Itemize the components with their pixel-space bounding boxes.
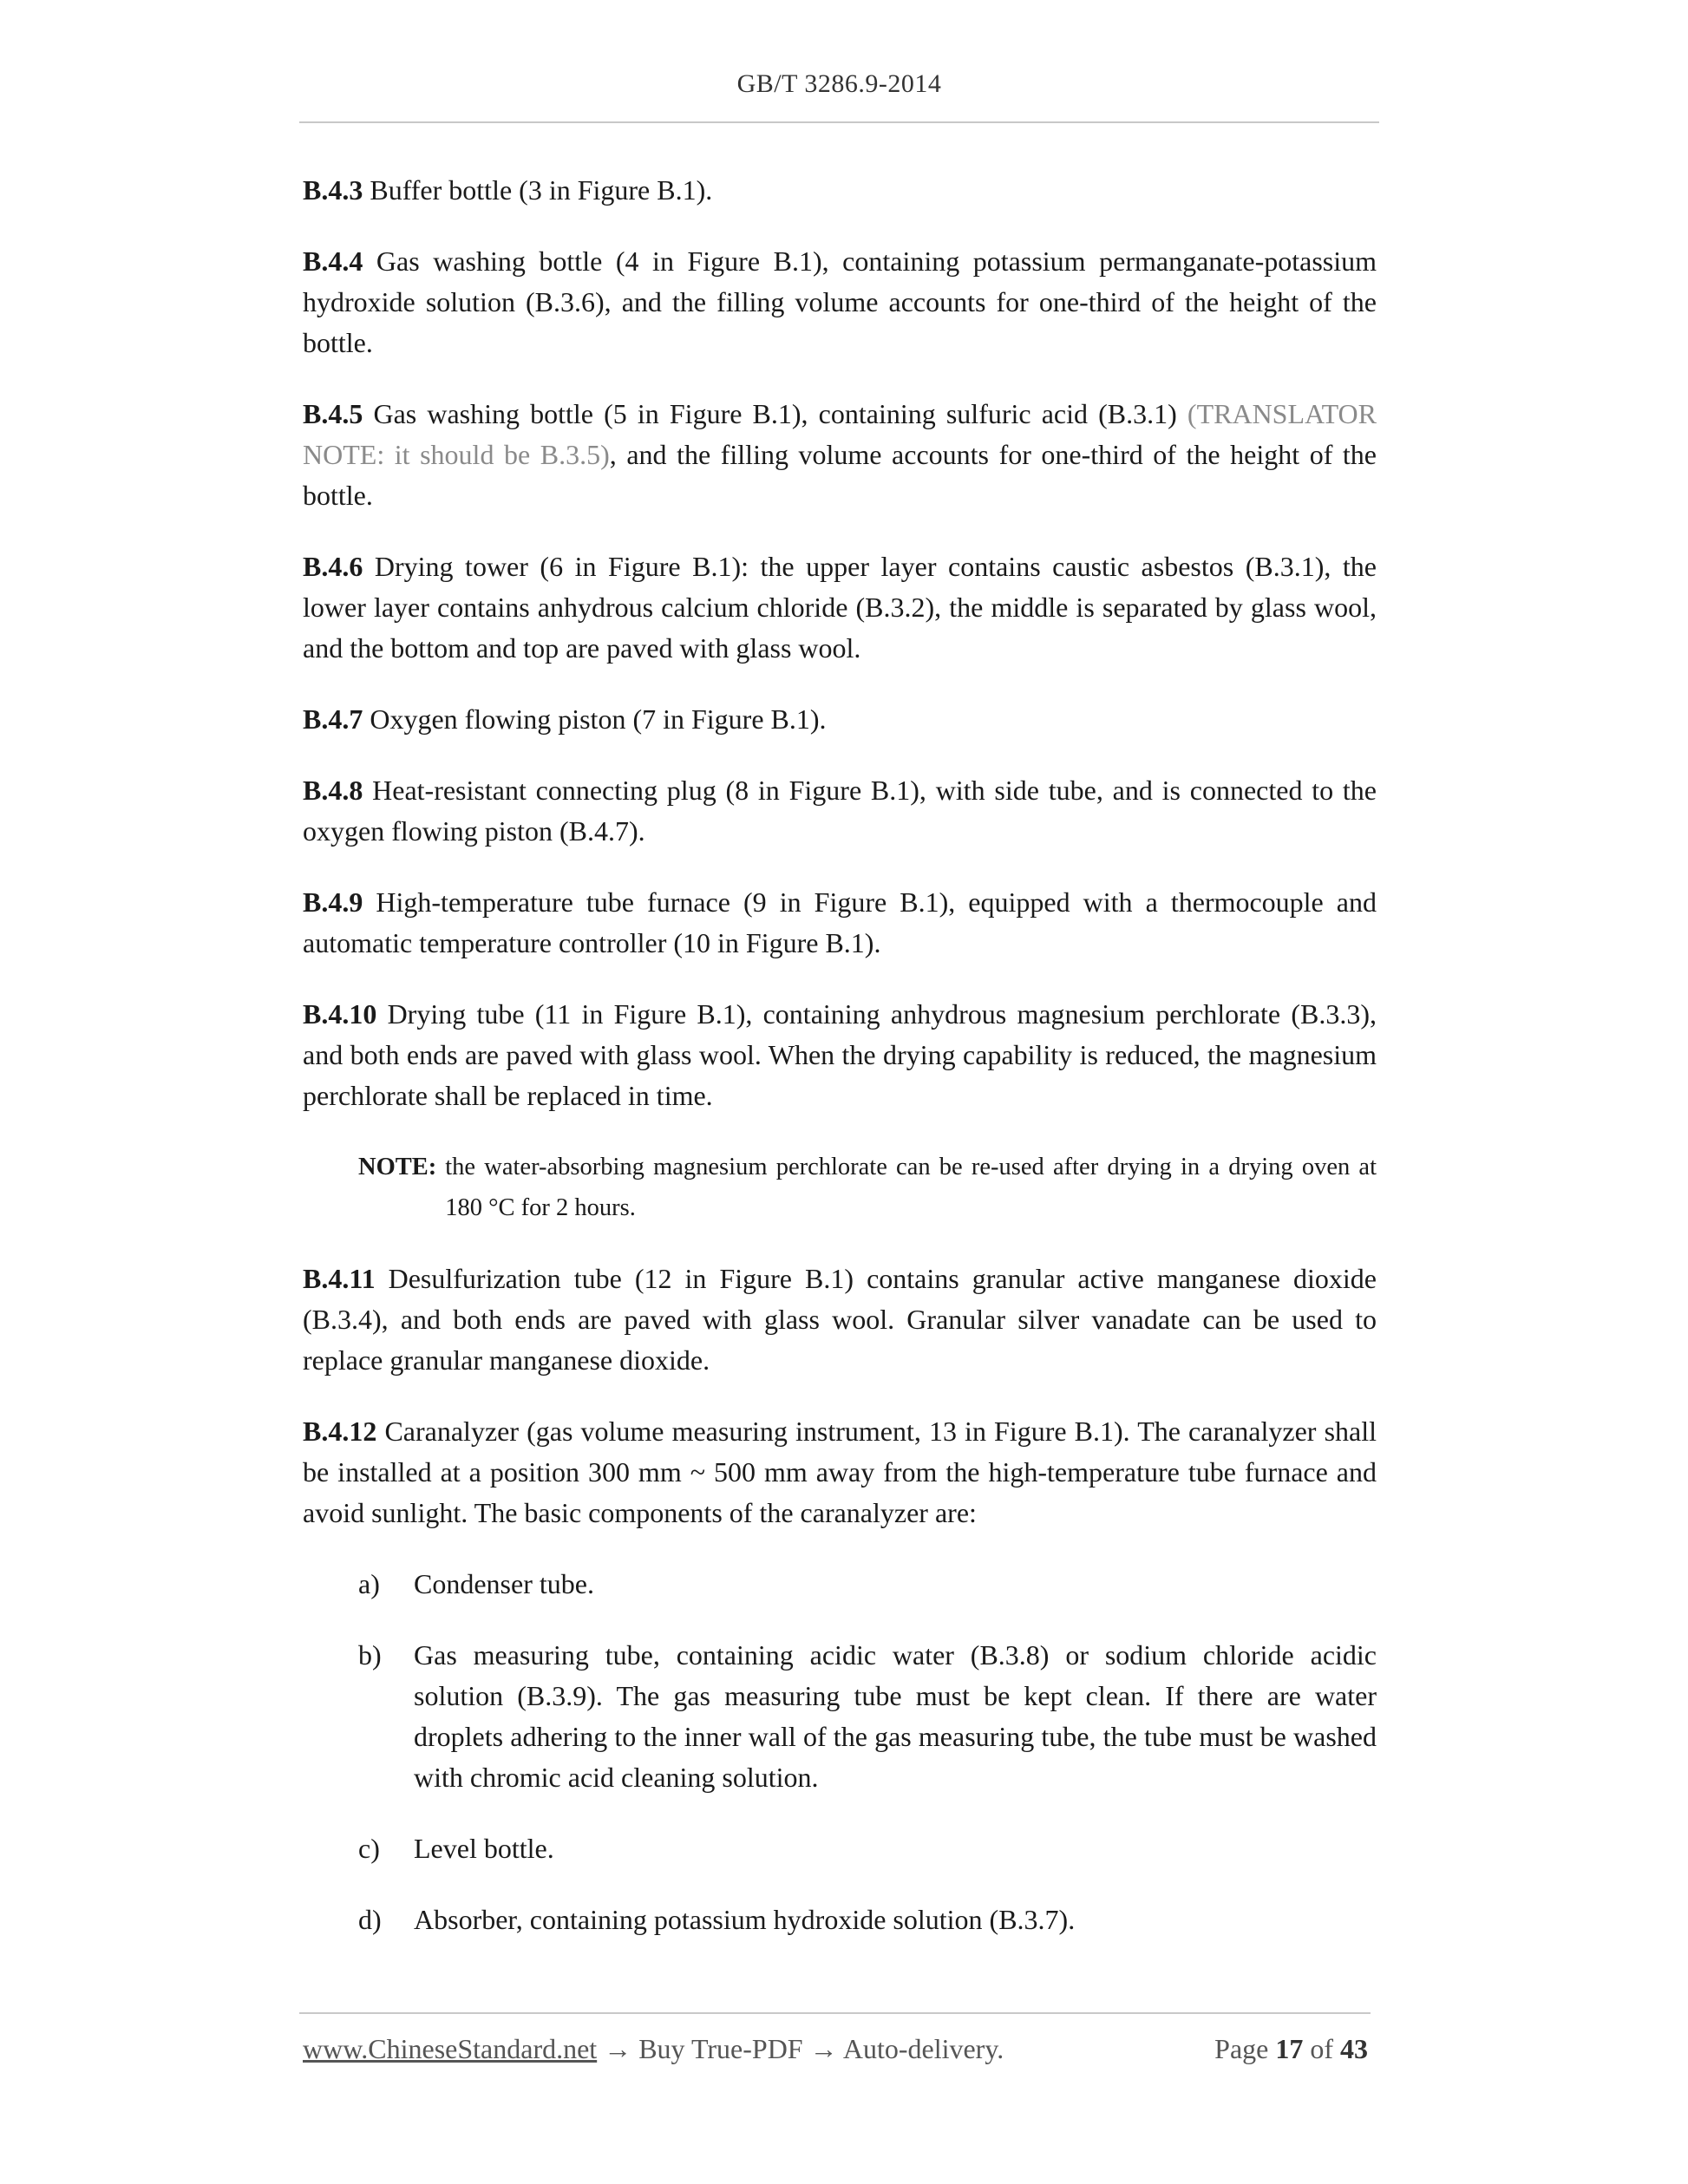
footer-tagline: → Buy True-PDF → Auto-delivery.: [597, 2033, 1004, 2064]
clause-number: B.4.3: [303, 174, 363, 206]
clause-number: B.4.10: [303, 998, 377, 1030]
page-content: [303, 170, 1377, 1971]
clause-b412: [303, 1411, 1377, 1533]
of-word: of: [1303, 2033, 1340, 2064]
list-marker: c): [358, 1833, 380, 1864]
list-marker: a): [358, 1568, 380, 1599]
list-text: Condenser tube.: [414, 1568, 594, 1599]
list-marker: b): [358, 1639, 382, 1671]
list-item: [358, 1564, 1377, 1605]
clause-text: Oxygen flowing piston (7 in Figure B.1).: [363, 703, 827, 735]
clause-b46: [303, 546, 1377, 669]
clause-text-continued: , and the filling volume accounts for one-third of the height of the bottle.: [303, 439, 1377, 511]
list-marker: d): [358, 1904, 382, 1935]
site-link[interactable]: www.ChineseStandard.net: [303, 2033, 598, 2064]
clause-text: Caranalyzer (gas volume measuring instrument, 13 in Figure B.1). The caranalyzer shall be installed at a position 300 mm ~ 500 mm away from the high-temperature tube furnace and avoid sunlight. The basic components of the caranalyzer are:: [303, 1416, 1377, 1528]
note-text: the water-absorbing magnesium perchlorate can be re-used after drying in a drying oven at 180 °C for 2 hours.: [445, 1154, 1377, 1221]
clause-number: B.4.6: [303, 551, 363, 582]
clause-b47: [303, 699, 1377, 740]
clause-text: Drying tube (11 in Figure B.1), containing anhydrous magnesium perchlorate (B.3.3), and both ends are paved with glass wool. When the drying capability is reduced, the magnesium perchlorate shall be replaced in time.: [303, 998, 1377, 1111]
clause-number: B.4.4: [303, 245, 363, 277]
clause-b45: [303, 394, 1377, 516]
clause-b48: [303, 770, 1377, 852]
clause-b43: [303, 170, 1377, 211]
component-list: [303, 1564, 1377, 1940]
header-divider: [299, 121, 1379, 123]
clause-number: B.4.11: [303, 1263, 376, 1294]
footer-left: [303, 2033, 1004, 2065]
list-text: Level bottle.: [414, 1833, 554, 1864]
page-header: GB/T 3286.9-2014: [736, 69, 942, 98]
clause-text: Gas washing bottle (5 in Figure B.1), containing sulfuric acid (B.3.1): [363, 398, 1187, 429]
translator-note: (TRANSLATOR NOTE: it should be B.3.5): [303, 398, 1377, 470]
list-item: [358, 1900, 1377, 1940]
clause-b411: [303, 1259, 1377, 1381]
clause-number: B.4.5: [303, 398, 363, 429]
page-word: Page: [1214, 2033, 1276, 2064]
list-text: Gas measuring tube, containing acidic water (B.3.8) or sodium chloride acidic solution (B.3.9). The gas measuring tube must be kept clean. If there are water droplets adhering to the inner wall of the gas measuring tube, the tube must be washed with chromic acid cleaning solution.: [414, 1639, 1377, 1793]
note-block: [358, 1147, 1377, 1228]
clause-text: Heat-resistant connecting plug (8 in Figure B.1), with side tube, and is connected to the oxygen flowing piston (B.4.7).: [303, 775, 1377, 847]
page-footer: [303, 2033, 1368, 2065]
page-total: 43: [1340, 2033, 1368, 2064]
clause-b49: [303, 882, 1377, 964]
page-indicator: [1214, 2033, 1368, 2065]
clause-text: Desulfurization tube (12 in Figure B.1) contains granular active manganese dioxide (B.3.4), and both ends are paved with glass wool. Granular silver vanadate can be used to replace granular manganese dioxide.: [303, 1263, 1377, 1376]
list-text: Absorber, containing potassium hydroxide solution (B.3.7).: [414, 1904, 1076, 1935]
clause-text: Gas washing bottle (4 in Figure B.1), containing potassium permanganate-potassium hydroxide solution (B.3.6), and the filling volume accounts for one-third of the height of the bottle.: [303, 245, 1377, 358]
footer-divider: [299, 2012, 1371, 2014]
clause-text: Buffer bottle (3 in Figure B.1).: [363, 174, 713, 206]
clause-text: Drying tower (6 in Figure B.1): the upper layer contains caustic asbestos (B.3.1), the lower layer contains anhydrous calcium chloride (B.3.2), the middle is separated by glass wool, and the bottom and top are paved with glass wool.: [303, 551, 1377, 664]
note-label: NOTE:: [358, 1154, 437, 1180]
clause-number: B.4.7: [303, 703, 363, 735]
list-item: [358, 1828, 1377, 1869]
list-item: [358, 1635, 1377, 1798]
clause-number: B.4.8: [303, 775, 363, 806]
clause-text: High-temperature tube furnace (9 in Figure B.1), equipped with a thermocouple and automatic temperature controller (10 in Figure B.1).: [303, 886, 1377, 958]
clause-number: B.4.12: [303, 1416, 377, 1447]
clause-b44: [303, 241, 1377, 363]
page-number: 17: [1275, 2033, 1304, 2064]
clause-b410: [303, 994, 1377, 1116]
clause-number: B.4.9: [303, 886, 363, 918]
